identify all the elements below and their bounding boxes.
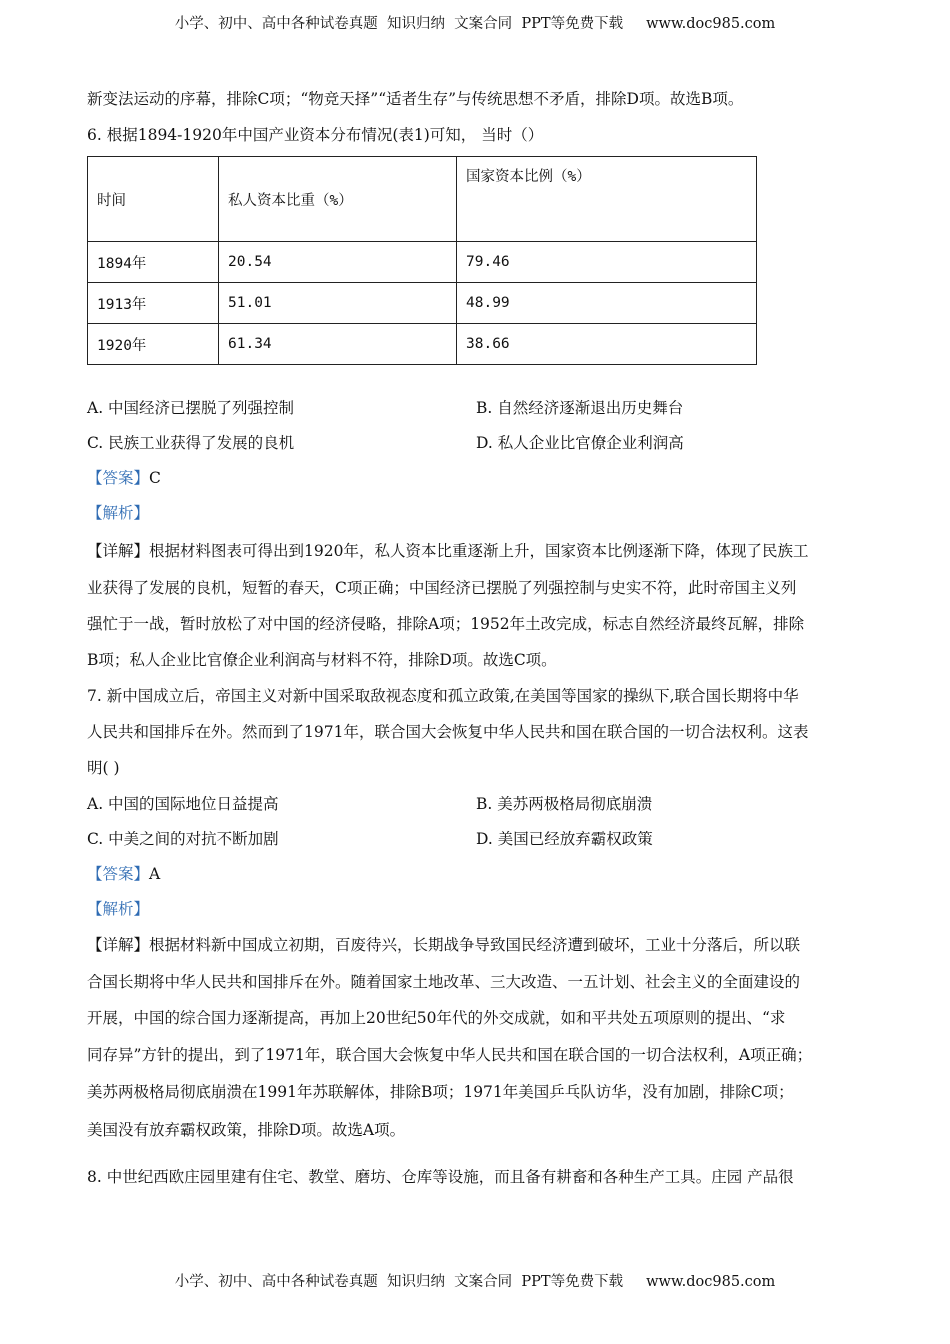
- page-header: 小学、初中、高中各种试卷真题 知识归纳 文案合同 PPT等免费下载 www.doc985.com: [174, 16, 776, 32]
- q7-detail-line: 美苏两极格局彻底崩溃在1991年苏联解体，排除B项；1971年美国乒乓队访华，没有加剧，排除C项；: [87, 1083, 794, 1101]
- page-footer: 小学、初中、高中各种试卷真题 知识归纳 文案合同 PPT等免费下载 www.doc985.com: [174, 1274, 776, 1290]
- q7-option-a: A. 中国的国际地位日益提高: [87, 795, 279, 813]
- table-row: [88, 324, 757, 365]
- header-state-capital: 国家资本比例（%）: [457, 157, 757, 242]
- q7-detail-line: [87, 935, 800, 955]
- q7-stem-line: 人民共和国排斥在外。然而到了1971年，联合国大会恢复中华人民共和国在联合国的一切合法权利。这表: [87, 723, 809, 741]
- cell-state: 48.99: [457, 283, 757, 324]
- cell-year: 1894年: [88, 242, 219, 283]
- q6-detail-line: 业获得了发展的良机，短暂的春天，C项正确；中国经济已摆脱了列强控制与史实不符，此时帝国主义列: [87, 579, 797, 597]
- cell-year: 1913年: [88, 283, 219, 324]
- detail-text: 根据材料新中国成立初期，百废待兴，长期战争导致国民经济遭到破坏，工业十分落后，所以联: [149, 936, 801, 954]
- q6-option-d: D. 私人企业比官僚企业利润高: [476, 434, 684, 452]
- cell-year: 1920年: [88, 324, 219, 365]
- q7-stem-line: 7. 新中国成立后，帝国主义对新中国采取敌视态度和孤立政策,在美国等国家的操纵下,联合国长期将中华: [87, 687, 799, 705]
- q7-option-d: D. 美国已经放弃霸权政策: [476, 830, 653, 848]
- q6-option-a: A. 中国经济已摆脱了列强控制: [87, 399, 295, 417]
- cell-state: 38.66: [457, 324, 757, 365]
- answer-label: 【答案】: [87, 469, 150, 487]
- q6-detail-line: 强忙于一战，暂时放松了对中国的经济侵略，排除A项；1952年土改完成，标志自然经济最终瓦解，排除: [87, 615, 805, 633]
- q6-option-b: B. 自然经济逐渐退出历史舞台: [476, 399, 684, 417]
- q7-analysis-label: [87, 899, 149, 919]
- header-time: 时间: [88, 157, 219, 242]
- header-private-capital: 私人资本比重（%）: [219, 157, 457, 242]
- detail-label: 【详解】: [87, 542, 150, 560]
- analysis-label: 【解析】: [87, 504, 150, 522]
- capital-distribution-table: [87, 156, 757, 365]
- cell-private: 20.54: [219, 242, 457, 283]
- q6-stem: 6. 根据1894-1920年中国产业资本分布情况(表1)可知， 当时（）: [87, 126, 544, 144]
- answer-value: A: [149, 865, 161, 883]
- table-row: [88, 242, 757, 283]
- detail-label: 【详解】: [87, 936, 150, 954]
- q6-detail-line: B项；私人企业比官僚企业利润高与材料不符，排除D项。故选C项。: [87, 651, 557, 669]
- q6-option-c: C. 民族工业获得了发展的良机: [87, 434, 295, 452]
- answer-label: 【答案】: [87, 865, 150, 883]
- cell-state: 79.46: [457, 242, 757, 283]
- q7-option-c: C. 中美之间的对抗不断加剧: [87, 830, 279, 848]
- q7-stem-line: 明( ): [87, 759, 120, 777]
- table-row: [88, 283, 757, 324]
- q7-answer: [87, 864, 160, 884]
- q6-answer: [87, 468, 161, 488]
- table-header-row: [88, 157, 757, 242]
- q7-detail-line: 美国没有放弃霸权政策，排除D项。故选A项。: [87, 1121, 406, 1139]
- q8-stem: 8. 中世纪西欧庄园里建有住宅、教堂、磨坊、仓库等设施，而且备有耕畜和各种生产工具。庄园 产品很: [87, 1168, 794, 1186]
- q6-analysis-label: [87, 503, 149, 523]
- q7-option-b: B. 美苏两极格局彻底崩溃: [476, 795, 653, 813]
- q7-detail-line: 合国长期将中华人民共和国排斥在外。随着国家土地改革、三大改造、一五计划、社会主义的全面建设的: [87, 973, 801, 991]
- q6-detail-line: [87, 541, 808, 561]
- cell-private: 61.34: [219, 324, 457, 365]
- analysis-label: 【解析】: [87, 900, 150, 918]
- q7-detail-line: 同存异”方针的提出，到了1971年，联合国大会恢复中华人民共和国在联合国的一切合法权利，A项正确；: [87, 1046, 813, 1064]
- previous-answer-tail: 新变法运动的序幕，排除C项；“物竞天择”“适者生存”与传统思想不矛盾，排除D项。故选B项。: [87, 90, 744, 108]
- detail-text: 根据材料图表可得出到1920年，私人资本比重逐渐上升，国家资本比例逐渐下降，体现了民族工: [149, 542, 809, 560]
- q7-detail-line: 开展，中国的综合国力逐渐提高，再加上20世纪50年代的外交成就，如和平共处五项原则的提出、“求: [87, 1009, 786, 1027]
- answer-value: C: [149, 469, 161, 487]
- cell-private: 51.01: [219, 283, 457, 324]
